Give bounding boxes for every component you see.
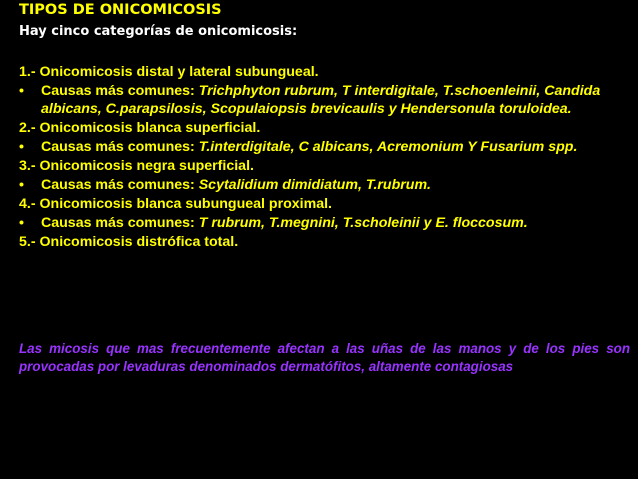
causes-label: Causas más comunes: [41, 177, 199, 193]
bullet-icon: • [19, 83, 24, 99]
slide-subtitle: Hay cinco categorías de onicomicosis: [19, 24, 298, 39]
causes-label: Causas más comunes: [41, 83, 199, 99]
category-heading-2: 2.- Onicomicosis blanca superficial. [19, 120, 261, 136]
category-causes-3 [19, 176, 629, 194]
causes-species: T rubrum, T.megnini, T.scholeinii y E. floccosum. [198, 215, 528, 231]
category-heading-4: 4.- Onicomicosis blanca subungueal proximal. [19, 196, 332, 212]
category-causes-4 [19, 214, 629, 232]
category-heading-3: 3.- Onicomicosis negra superficial. [19, 158, 254, 174]
closing-note: Las micosis que mas frecuentemente afectan a las uñas de las manos y de los pies son provocadas por levaduras denominados dermatófitos, altamente contagiosas [19, 341, 630, 374]
causes-label: Causas más comunes: [41, 139, 199, 155]
categories-list [19, 63, 629, 252]
causes-species: Scytalidium dimidiatum, T.rubrum. [198, 177, 431, 193]
category-causes-1 [19, 82, 629, 118]
causes-species: Trichphyton rubrum, T interdigitale, T.schoenleinii, Candida albicans, C.parapsilosis, Scopulaiopsis brevicaulis y Hendersonula toruloidea. [41, 83, 601, 117]
causes-species: T.interdigitale, C albicans, Acremonium Y Fusarium spp. [198, 139, 578, 155]
slide-title: TIPOS DE ONICOMICOSIS [19, 2, 222, 18]
bullet-icon: • [19, 139, 24, 155]
causes-label: Causas más comunes: [41, 215, 199, 231]
bullet-icon: • [19, 215, 24, 231]
category-causes-2 [19, 138, 629, 156]
category-heading-1: 1.- Onicomicosis distal y lateral subungueal. [19, 64, 319, 80]
bullet-icon: • [19, 177, 24, 193]
category-heading-5: 5.- Onicomicosis distrófica total. [19, 234, 239, 250]
